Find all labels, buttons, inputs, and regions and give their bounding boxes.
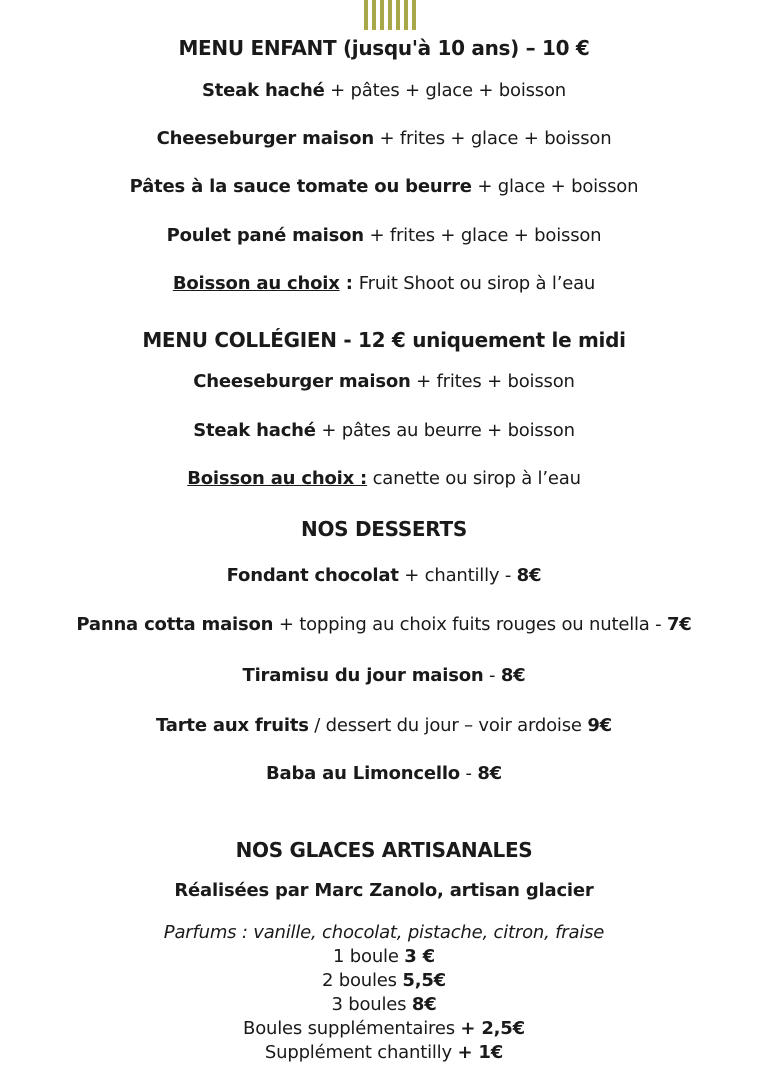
item-extra: + pâtes au beurre + boisson: [315, 420, 575, 441]
glace-price-label: 3 boules: [331, 994, 412, 1015]
dessert-extra: / dessert du jour – voir ardoise: [308, 715, 588, 736]
menu-enfant-item: [0, 127, 768, 151]
menu-collegien-item: [0, 370, 768, 394]
menu-collegien-title: MENU COLLÉGIEN - 12 € uniquement le midi: [142, 328, 626, 352]
dessert-item: [0, 564, 768, 588]
desserts-title: NOS DESSERTS: [301, 517, 467, 541]
glaces-flavors: Parfums : vanille, chocolat, pistache, citron, fraise: [163, 922, 605, 943]
dessert-price: 7€: [666, 614, 692, 635]
glace-price-label: 2 boules: [321, 970, 403, 991]
dessert-name: Fondant chocolat: [226, 565, 399, 586]
dessert-extra: -: [483, 665, 501, 686]
item-name: Poulet pané maison: [166, 225, 364, 246]
dessert-name: Baba au Limoncello: [266, 763, 460, 784]
dessert-item: [0, 613, 768, 637]
menu-collegien-item: [0, 419, 768, 443]
dessert-price: 9€: [587, 715, 612, 736]
menu-enfant-item: [0, 175, 768, 199]
glace-price-value: 8€: [411, 994, 437, 1015]
item-extra: + frites + glace + boisson: [373, 128, 612, 149]
drink-sep: :: [339, 273, 359, 294]
dessert-price: 8€: [516, 565, 542, 586]
dessert-price: 8€: [477, 763, 502, 784]
drink-value: canette ou sirop à l’eau: [367, 468, 581, 489]
glaces-title: NOS GLACES ARTISANALES: [235, 838, 533, 862]
item-name: Cheeseburger maison: [193, 371, 411, 392]
glace-price-label: Boules supplémentaires: [243, 1018, 461, 1039]
drink-label: Boisson au choix: [172, 273, 340, 294]
glace-price-row: [0, 945, 768, 969]
item-extra: + frites + glace + boisson: [363, 225, 602, 246]
dessert-item: [0, 762, 768, 786]
glace-price-label: Supplément chantilly: [264, 1042, 458, 1063]
glace-price-row: [0, 1017, 768, 1041]
dessert-extra: + chantilly -: [398, 565, 517, 586]
glace-price-row: [0, 993, 768, 1017]
dessert-item: [0, 714, 768, 738]
glace-price-label: 1 boule: [333, 946, 405, 967]
glace-price-value: 5,5€: [402, 970, 447, 991]
menu-enfant-title: MENU ENFANT (jusqu'à 10 ans) – 10 €: [178, 36, 590, 60]
dessert-extra: -: [459, 763, 478, 784]
menu-enfant-drink: [0, 272, 768, 296]
drink-value: Fruit Shoot ou sirop à l’eau: [358, 273, 596, 294]
drink-label: Boisson au choix :: [187, 468, 368, 489]
item-name: Steak haché: [193, 420, 316, 441]
menu-collegien-drink: [0, 467, 768, 491]
dessert-name: Panna cotta maison: [76, 614, 274, 635]
glace-price-value: 3 €: [404, 946, 435, 967]
item-extra: + pâtes + glace + boisson: [324, 80, 566, 101]
dessert-name: Tiramisu du jour maison: [242, 665, 484, 686]
item-extra: + frites + boisson: [410, 371, 575, 392]
restaurant-logo: [364, 0, 416, 30]
glaces-subtitle: Réalisées par Marc Zanolo, artisan glacier: [174, 880, 594, 901]
item-extra: + glace + boisson: [471, 176, 639, 197]
dessert-extra: + topping au choix fuits rouges ou nutella -: [273, 614, 667, 635]
glace-price-value: + 2,5€: [460, 1018, 525, 1039]
item-name: Pâtes à la sauce tomate ou beurre: [129, 176, 472, 197]
glace-price-value: + 1€: [457, 1042, 504, 1063]
menu-enfant-item: [0, 79, 768, 103]
glace-price-row: [0, 969, 768, 993]
item-name: Steak haché: [201, 80, 325, 101]
glace-price-row: [0, 1041, 768, 1065]
dessert-name: Tarte aux fruits: [156, 715, 309, 736]
dessert-item: [0, 664, 768, 688]
item-name: Cheeseburger maison: [156, 128, 374, 149]
dessert-price: 8€: [500, 665, 526, 686]
menu-enfant-item: [0, 224, 768, 248]
